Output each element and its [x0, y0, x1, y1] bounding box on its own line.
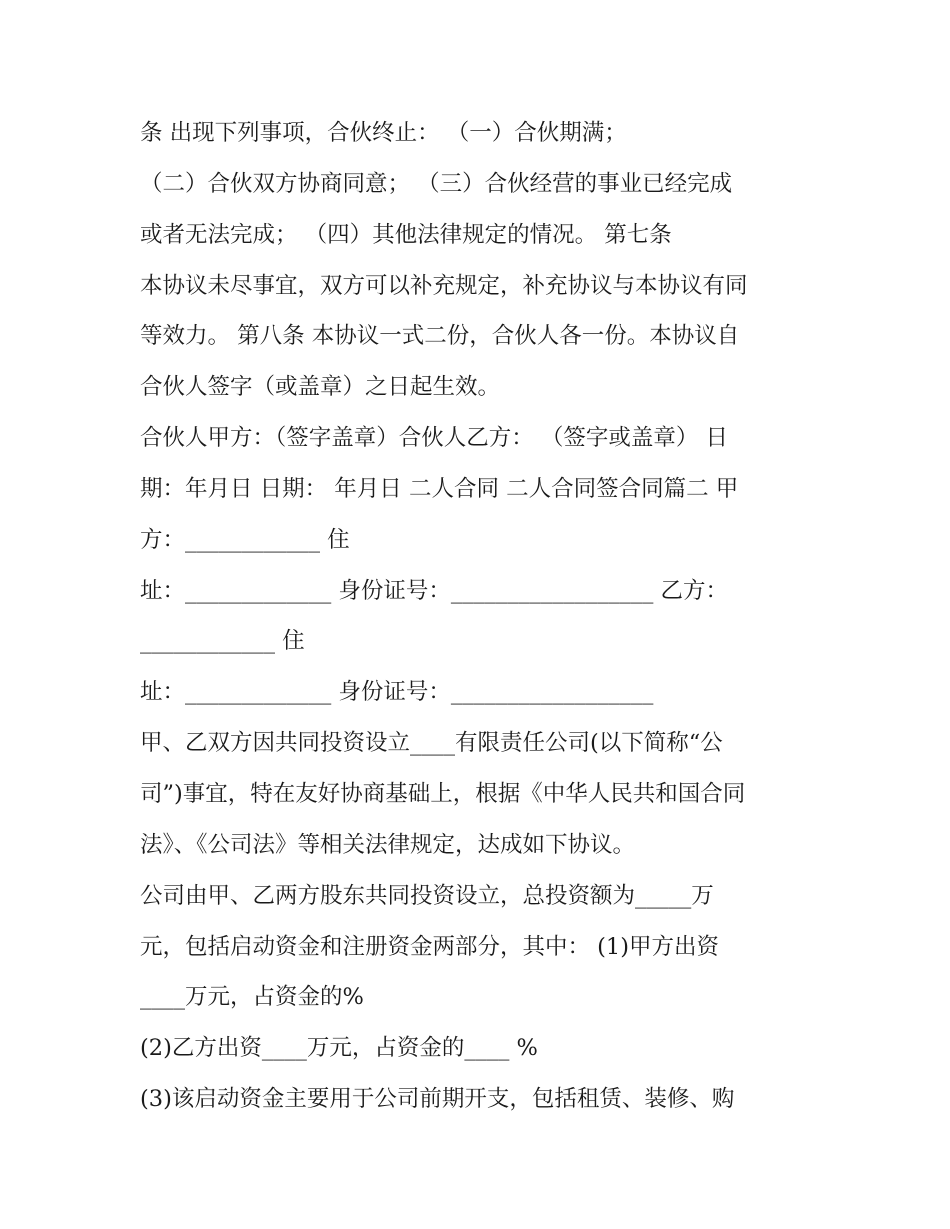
- text-line: ____________ 住: [140, 628, 305, 655]
- text-line: 司”)事宜，特在友好协商基础上，根据《中华人民共和国合同: [140, 780, 746, 807]
- text-line: (2)乙方出资____万元，占资金的____ %: [140, 1035, 538, 1062]
- text-line: 址：_____________ 身份证号：__________________: [140, 679, 654, 706]
- text-line: 等效力。 第八条 本协议一式二份，合伙人各一份。本协议自: [140, 323, 740, 350]
- text-line: 或者无法完成； （四）其他法律规定的情况。 第七条: [140, 221, 672, 248]
- text-line: ____万元，占资金的%: [140, 984, 364, 1011]
- text-line: 元，包括启动资金和注册资金两部分，其中： (1)甲方出资: [140, 933, 720, 960]
- text-line: 合伙人甲方：（签字盖章）合伙人乙方： （签字或盖章） 日: [140, 425, 729, 452]
- text-line: 址：_____________ 身份证号：__________________ 乙方：: [140, 577, 729, 604]
- text-line: （二）合伙双方协商同意； （三）合伙经营的事业已经完成: [140, 170, 733, 197]
- text-line: 期：年月日 日期： 年月日 二人合同 二人合同签合同篇二 甲: [140, 475, 739, 502]
- text-line: (3)该启动资金主要用于公司前期开支，包括租赁、装修、购: [140, 1086, 735, 1113]
- text-line: 条 出现下列事项，合伙终止： （一）合伙期满；: [140, 120, 627, 146]
- text-line: 法》、《公司法》等相关法律规定，达成如下协议。: [140, 831, 636, 858]
- text-line: 本协议未尽事宜，双方可以补充规定，补充协议与本协议有同: [140, 272, 748, 299]
- text-line: 合伙人签字（或盖章）之日起生效。: [140, 374, 501, 401]
- text-line: 方：____________ 住: [140, 526, 350, 553]
- text-line: 甲、乙双方因共同投资设立____有限责任公司(以下简称“公: [140, 730, 723, 757]
- text-line: 公司由甲、乙两方股东共同投资设立，总投资额为_____万: [140, 882, 714, 909]
- document-body: [140, 108, 840, 1125]
